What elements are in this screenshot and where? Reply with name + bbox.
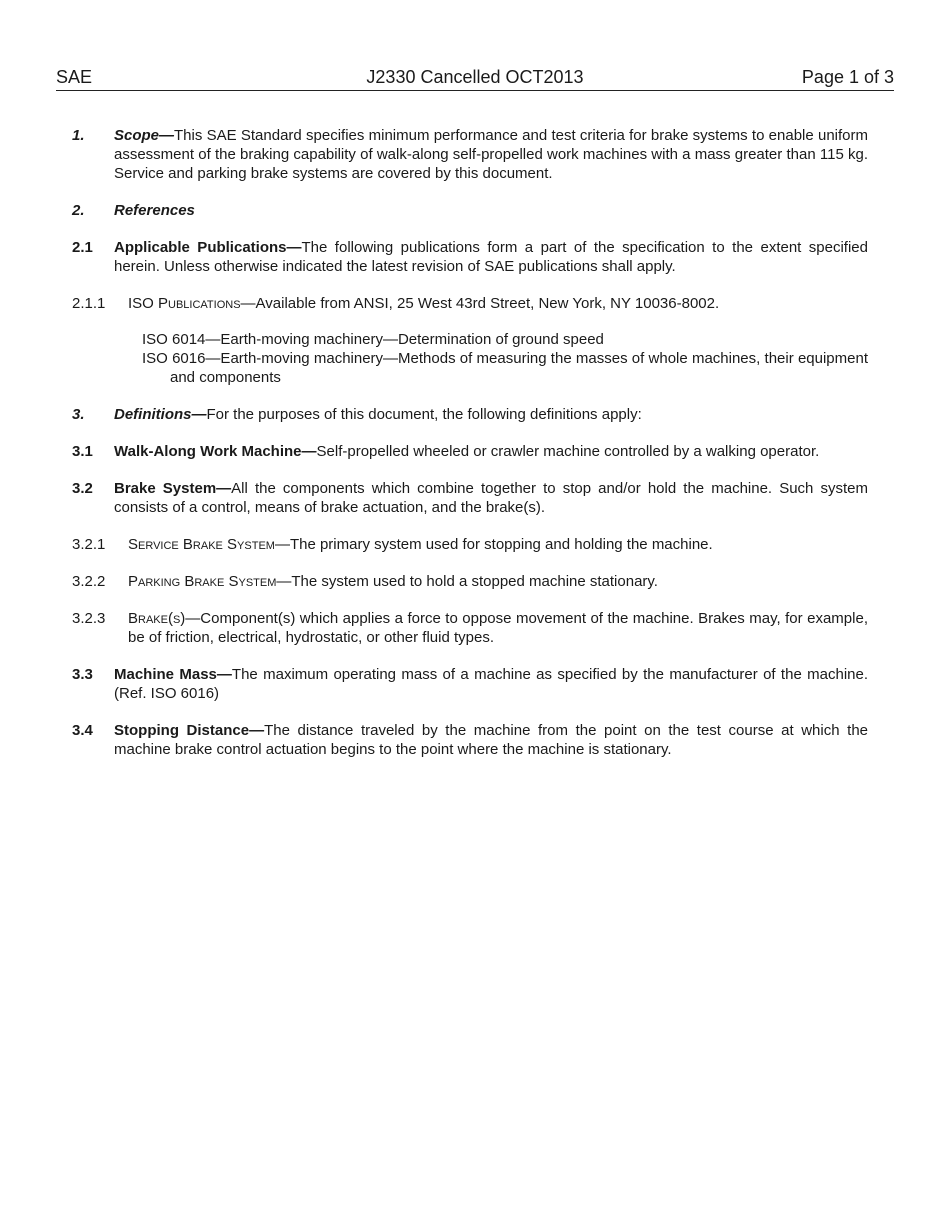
subsection-title: Brake(s) bbox=[128, 610, 186, 627]
section-number: 3.3 bbox=[72, 666, 93, 683]
section-title: Walk-Along Work Machine— bbox=[114, 443, 317, 460]
header-document-id: J2330 Cancelled OCT2013 bbox=[366, 67, 584, 87]
subsection-title: Service Brake System bbox=[128, 536, 275, 553]
subsection-text: —The primary system used for stopping and holding the machine. bbox=[274, 536, 713, 553]
subsection-title: Parking Brake System bbox=[128, 573, 277, 590]
reference-list bbox=[72, 330, 868, 387]
subsection-text: —The system used to hold a stopped machine stationary. bbox=[276, 573, 658, 590]
section-text: This SAE Standard specifies minimum performance and test criteria for brake systems to enable uniform assessment of the braking capability of walk-along self-propelled work machines with a mass greater than 115 kg. Service and parking brake systems are covered by this document. bbox=[114, 127, 868, 182]
section-text: The following publications form a part of the specification to the extent specified herein. Unless otherwise indicated the latest revision of SAE publications shall apply. bbox=[114, 239, 868, 275]
section-title: Definitions— bbox=[114, 406, 207, 423]
page-header bbox=[56, 66, 894, 91]
section-number: 1. bbox=[72, 127, 85, 144]
section-stopping-distance bbox=[72, 721, 868, 759]
section-scope bbox=[72, 126, 868, 183]
section-text: The distance traveled by the machine from the point on the test course at which the machine brake control actuation begins to the point where the machine is stationary. bbox=[114, 722, 868, 758]
subsection-text: —Available from ANSI, 25 West 43rd Street, New York, NY 10036-8002. bbox=[240, 295, 720, 312]
section-number: 3. bbox=[72, 406, 85, 423]
section-title: Scope— bbox=[114, 127, 175, 144]
subsection-parking-brake-system bbox=[72, 572, 868, 591]
section-number: 3.2 bbox=[72, 480, 93, 497]
reference-item: ISO 6014—Earth-moving machinery—Determination of ground speed bbox=[142, 331, 604, 348]
section-brake-system bbox=[72, 479, 868, 517]
section-title: Brake System— bbox=[114, 480, 232, 497]
subsection-brakes bbox=[72, 609, 868, 647]
subsection-text: —Component(s) which applies a force to oppose movement of the machine. Brakes may, for example, be of friction, electrical, hydrostatic, or other fluid types. bbox=[128, 610, 868, 646]
subsection-number: 2.1.1 bbox=[72, 295, 106, 312]
section-number: 2. bbox=[72, 202, 85, 219]
section-machine-mass bbox=[72, 665, 868, 703]
subsection-number: 3.2.1 bbox=[72, 536, 106, 553]
section-definitions bbox=[72, 405, 868, 424]
section-text: For the purposes of this document, the following definitions apply: bbox=[206, 406, 642, 423]
subsection-number: 3.2.3 bbox=[72, 610, 106, 627]
document-body bbox=[72, 126, 868, 759]
subsection-number: 3.2.2 bbox=[72, 573, 106, 590]
section-title: References bbox=[114, 202, 195, 219]
section-title: Applicable Publications— bbox=[114, 239, 302, 256]
section-title: Machine Mass— bbox=[114, 666, 232, 683]
section-walk-along-work-machine bbox=[72, 442, 868, 461]
section-text: Self-propelled wheeled or crawler machine controlled by a walking operator. bbox=[316, 443, 820, 460]
section-applicable-publications bbox=[72, 238, 868, 276]
header-org: SAE bbox=[56, 67, 93, 87]
section-text: The maximum operating mass of a machine as specified by the manufacturer of the machine. (Ref. ISO 6016) bbox=[114, 666, 868, 702]
reference-item: ISO 6016—Earth-moving machinery—Methods of measuring the masses of whole machines, their equipment and components bbox=[142, 350, 868, 386]
section-number: 2.1 bbox=[72, 239, 93, 256]
section-references bbox=[72, 201, 868, 220]
subsection-service-brake-system bbox=[72, 535, 868, 554]
subsection-iso-publications bbox=[72, 294, 868, 313]
section-number: 3.4 bbox=[72, 722, 93, 739]
section-number: 3.1 bbox=[72, 443, 93, 460]
section-title: Stopping Distance— bbox=[114, 722, 265, 739]
subsection-title: ISO Publications bbox=[128, 295, 241, 312]
section-text: All the components which combine together to stop and/or hold the machine. Such system consists of a control, means of brake actuation, and the brake(s). bbox=[114, 480, 868, 516]
header-page-number: Page 1 of 3 bbox=[801, 67, 894, 87]
